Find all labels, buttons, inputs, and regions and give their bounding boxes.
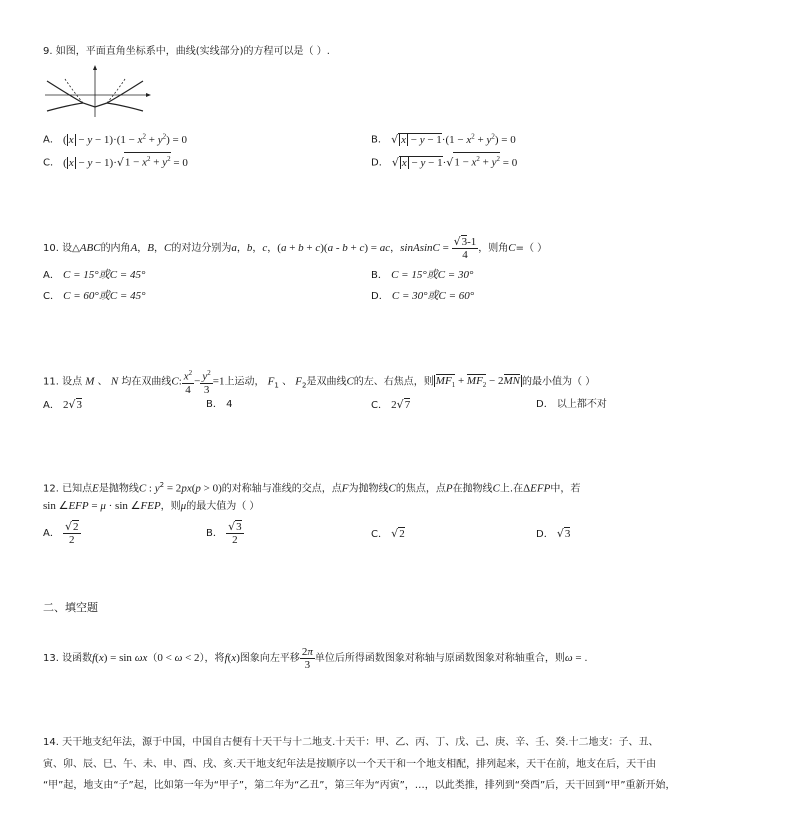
section-fill-in-title: 二、填空题: [43, 601, 98, 614]
q9-option-b[interactable]: B． √ $x - y - 1\cdot(1 - x^2 + y^2) = 0$: [371, 132, 516, 146]
q9-option-c-math: ( $x - y - 1)\cdot√1 - x^2 + y^2 = 0$: [63, 157, 188, 169]
q12-stem-line1: 12. 已知点E是抛物线C : $y^2 = 2px(p > 0)$的对称轴与准线的交点，点F为抛物线C的焦点，点P在抛物线C上.在ΔEFP中，若: [43, 481, 581, 495]
q10-option-b[interactable]: B． C = 15°或C = 30°: [371, 269, 474, 281]
q11-option-a[interactable]: A． 2√3: [43, 398, 83, 411]
q12-option-a-math: $\frac{√2}{2}$: [65, 520, 79, 546]
q12-option-c-math: √2: [391, 527, 405, 540]
q11-stem: 11. 设点 M 、 N 均在双曲线C: $\frac{x^2}{4}$ − $\frac{y^2}{3}$ =1上运动， $F_1$ 、 $F_2$是双曲线C的左、右焦点，则 $MF_1 + MF_2 - 2MN$ 的最小值为（ ）: [43, 369, 596, 396]
q9-option-c[interactable]: C． ( $x - y - 1)\cdot√1 - x^2 + y^2 = 0$: [43, 152, 188, 171]
q12-option-b-math: $\frac{√3}{2}$: [228, 520, 242, 546]
q10-option-d[interactable]: D． C = 30°或C = 60°: [371, 290, 475, 302]
q14-line-2: 寅、卯、辰、巳、午、未、申、酉、戌、亥.天干地支纪年法是按顺序以一个天干和一个地支相配，排列起来，天干在前，地支在后，天干由: [43, 759, 657, 770]
q9-option-b-math: √ $x - y - 1\cdot(1 - x^2 + y^2) = 0$: [391, 132, 516, 146]
q12-option-c[interactable]: C． √2: [371, 527, 405, 540]
q12-stem-line2: sin ∠EFP = μ · sin ∠FEP，则μ的最大值为（ ）: [43, 500, 260, 512]
q9-option-d[interactable]: D． √ $x - y - 1\cdot√1 - x^2 + y^2 = 0$: [371, 152, 517, 171]
q10-option-a[interactable]: A． C = 15°或C = 45°: [43, 269, 146, 281]
q10-option-c[interactable]: C． C = 60°或C = 45°: [43, 290, 146, 302]
q14-line-3: “甲”起，地支由“子”起，比如第一年为“甲子”，第二年为“乙丑”，第三年为“丙寅”，…，以此类推，排列到“癸酉”后，天干回到“甲”重新开始，: [43, 780, 676, 791]
q12-option-b[interactable]: B． $\frac{√3}{2}$: [206, 520, 242, 546]
q14-line-1: 14. 天干地支纪年法，源于中国，中国自古便有十天干与十二地支.十天干：甲、乙、丙、丁、戊、己、庚、辛、壬、癸.十二地支：子、丑、: [43, 737, 659, 748]
q13-stem: 13. 设函数f(x) = sin ωx（0 < ω < 2），将f(x)图象向左平移 $\frac{2\pi}{3}$ 单位后所得函数图象对称轴与原函数图象对称轴重合，则ω = .: [43, 645, 588, 671]
q9-option-d-math: √ $x - y - 1\cdot√1 - x^2 + y^2 = 0$: [392, 157, 517, 169]
q12-option-a[interactable]: A． $\frac{√2}{2}$: [43, 520, 79, 546]
q9-stem: 9. 如图，平面直角坐标系中，曲线(实线部分)的方程可以是（ ）.: [43, 46, 330, 57]
q11-option-c[interactable]: C． 2√7: [371, 398, 411, 411]
q9-option-a-math: ( $x - y - 1)\cdot(1 - x^2 + y^2) = 0$: [63, 132, 187, 146]
q12-option-d-math: √3: [556, 527, 571, 540]
q11-option-a-math: 2√3: [63, 398, 83, 411]
q11-option-d[interactable]: D． 以上都不对: [536, 399, 607, 410]
q11-option-c-math: 2√7: [391, 398, 411, 411]
q12-option-d[interactable]: D． √3: [536, 527, 571, 540]
q9-option-a[interactable]: A． ( $x - y - 1)\cdot(1 - x^2 + y^2) = 0$: [43, 132, 187, 146]
q11-option-b[interactable]: B． 4: [206, 399, 233, 410]
q9-graph-figure: [43, 65, 153, 119]
q10-stem: 10. 设△ABC的内角A，B，C的对边分别为a，b，c，(a + b + c)(a - b + c) = ac，sinAsinC = $\frac{√3-1}{4}$ ，则角C=（ ）: [43, 235, 548, 261]
